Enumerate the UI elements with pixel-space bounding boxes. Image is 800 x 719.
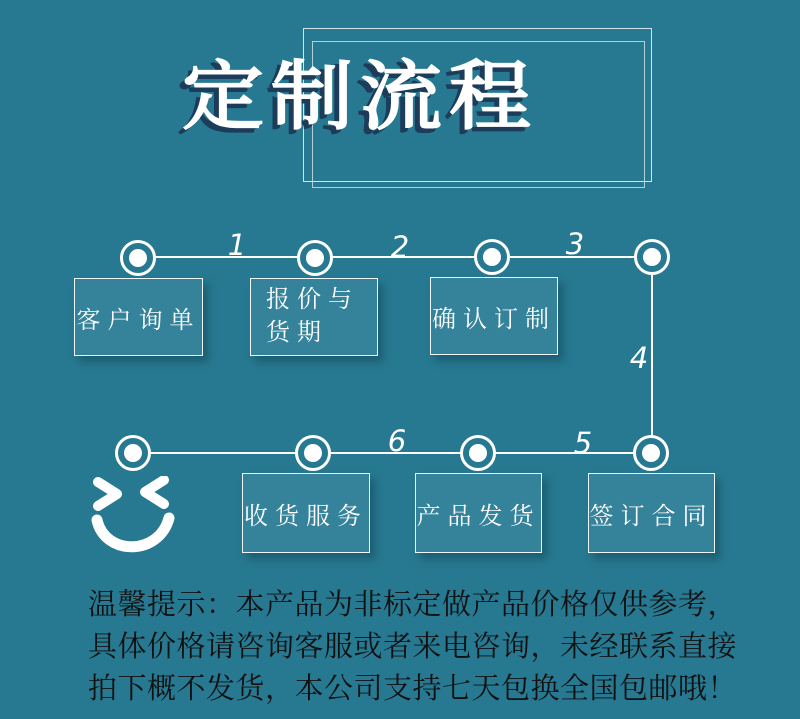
notice-line-2: 具体价格请咨询客服或者来电咨询，未经联系直接 <box>88 631 738 663</box>
flow-node-dot <box>642 444 660 462</box>
step-number-4: 4 <box>629 341 649 375</box>
step-box-quote-delivery-line1: 报价与 <box>266 287 359 313</box>
step-box-sign-contract: 签订合同 <box>588 473 715 553</box>
flow-node-2 <box>297 240 333 276</box>
flow-node-dot <box>306 249 324 267</box>
flow-node-dot <box>469 444 487 462</box>
step-box-quote-delivery <box>250 278 378 356</box>
step-number-6: 6 <box>387 424 407 458</box>
step-box-product-shipping: 产品发货 <box>415 473 542 553</box>
step-number-1: 1 <box>227 228 247 262</box>
step-box-quote-delivery-line2: 货期 <box>266 320 328 346</box>
winking-smiley-icon <box>90 476 178 568</box>
step-number-5: 5 <box>573 426 593 460</box>
flow-node-dot <box>304 444 322 462</box>
flow-node-dot <box>124 444 142 462</box>
flow-node-dot <box>129 249 147 267</box>
page-title: 定制流程 <box>182 53 539 141</box>
step-box-customer-inquiry: 客户询单 <box>74 278 203 356</box>
flow-node-7 <box>115 435 151 471</box>
flow-node-1 <box>120 240 156 276</box>
flow-node-dot <box>643 248 661 266</box>
step-box-confirm-order: 确认订制 <box>430 277 558 355</box>
flow-node-dot <box>483 248 501 266</box>
flow-node-6 <box>295 435 331 471</box>
flow-line-right <box>651 257 653 453</box>
flow-node-5b <box>460 435 496 471</box>
step-number-2: 2 <box>390 230 410 264</box>
smiley-mouth <box>97 518 169 547</box>
smiley-right-eye <box>145 480 164 504</box>
notice-text <box>88 584 748 710</box>
notice-line-1: 温馨提示：本产品为非标定做产品价格仅供参考， <box>88 589 738 621</box>
flow-node-3 <box>474 239 510 275</box>
notice-line-3: 拍下概不发货，本公司支持七天包换全国包邮哦！ <box>88 673 738 705</box>
step-box-receiving-service: 收货服务 <box>242 473 370 553</box>
flow-node-4 <box>634 239 670 275</box>
step-number-3: 3 <box>565 227 585 261</box>
flow-node-5 <box>633 435 669 471</box>
smiley-left-eye <box>98 482 117 506</box>
